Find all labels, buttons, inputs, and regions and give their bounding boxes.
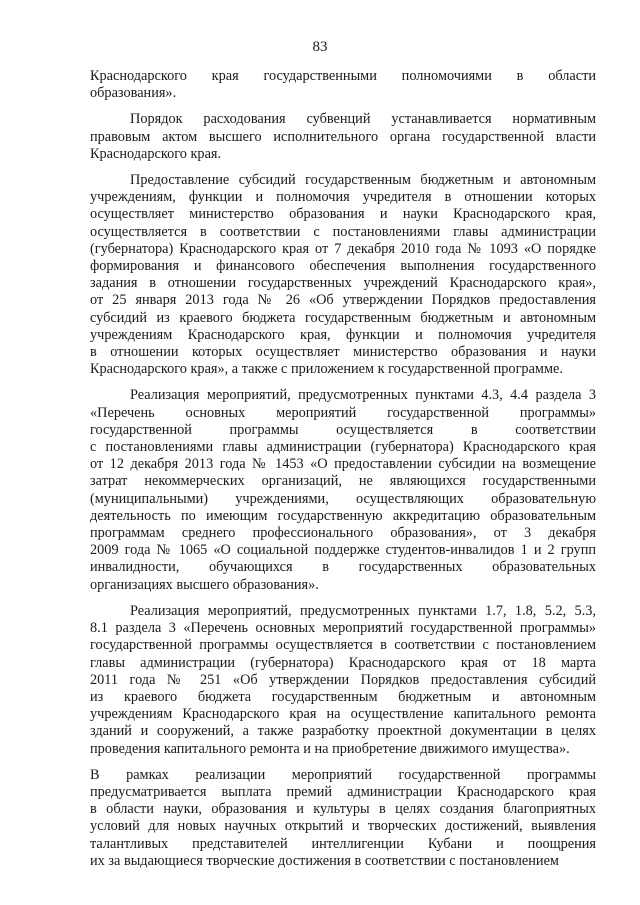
text-line: от 12 декабря 2013 года № 1453 «О предоставлении субсидии на возмещение [90,456,596,473]
text-line: Краснодарского края. [90,145,222,162]
text-line: Порядок расходования субвенций устанавливается нормативным [130,111,596,128]
paragraph [90,387,596,593]
text-line: организациях высшего образования». [90,576,319,593]
text-line: государственной программы осуществляется в соответствии с постановлением [90,637,596,654]
text-line: Предоставление субсидий государственным бюджетным и автономным [130,172,596,189]
text-line: условий для новых научных открытий и творческих достижений, выявления [90,818,596,835]
text-line: зданий и сооружений, а также разработку проектной документации в целях [90,723,596,740]
paragraph [90,172,596,378]
text-line: (губернатора) Краснодарского края от 7 декабря 2010 года № 1093 «О порядке [90,240,596,257]
text-line: учреждениям, функции и полномочия учредителя в отношении которых [90,189,596,206]
text-line: 2011 года № 251 «Об утверждении Порядков предоставления субсидий [90,671,596,688]
paragraph [90,68,596,102]
text-line: государственной программы осуществляется в соответствии [90,421,596,438]
text-line: правовым актом высшего исполнительного органа государственной власти [90,128,596,145]
text-line: программам среднего профессионального образования», от 3 декабря [90,525,596,542]
text-line: Краснодарского края государственными полномочиями в области [90,68,596,84]
text-line: осуществляет министерство образования и науки Краснодарского края, [90,206,596,223]
text-line: 8.1 раздела 3 «Перечень основных мероприятий государственной программы» [90,620,596,637]
text-line: из краевого бюджета государственным бюджетным и автономным [90,688,596,705]
text-line: проведения капитального ремонта и на приобретение движимого имущества». [90,740,570,757]
text-line: инвалидности, обучающихся в государственных образовательных [90,559,596,576]
text-line: формирования и финансового обеспечения выполнения государственного [90,258,596,275]
text-line: 2009 года № 1065 «О социальной поддержке студентов-инвалидов 1 и 2 групп [90,542,596,559]
text-line: учреждениям Краснодарского края, функции и полномочия учредителя [90,326,596,343]
page-number: 83 [312,39,328,55]
text-line: Реализация мероприятий, предусмотренных пунктами 4.3, 4.4 раздела 3 [130,387,596,404]
text-line: в области науки, образования и культуры в целях создания благоприятных [90,801,596,818]
text-line: главы администрации (губернатора) Краснодарского края от 18 марта [90,654,596,671]
text-line: (муниципальными) учреждениями, осуществляющих образовательную [90,490,596,507]
paragraph [90,603,596,758]
text-line: Реализация мероприятий, предусмотренных пунктами 1.7, 1.8, 5.2, 5.3, [130,602,596,619]
text-line: в отношении которых осуществляет министерство образования и науки [90,344,596,361]
text-line: предусматривается выплата премий администрации Краснодарского края [90,783,596,800]
document-body [90,68,596,879]
text-line: талантливых представителей интеллигенции Кубани и поощрения [90,835,596,852]
text-line: учреждениям Краснодарского края на осуществление капитального ремонта [90,706,596,723]
text-line: субсидий из краевого бюджета государственным бюджетным и автономным [90,309,596,326]
text-line: осуществляется в соответствии с постановлениями главы администрации [90,223,596,240]
text-line: «Перечень основных мероприятий государственной программы» [90,404,596,421]
text-line: от 25 января 2013 года № 26 «Об утверждении Порядков предоставления [90,292,596,309]
text-line: образования». [90,85,177,102]
text-line: задания в отношении государственных учреждений Краснодарского края», [90,275,596,292]
text-line: деятельность по имеющим государственную аккредитацию образовательным [90,507,596,524]
text-line: Краснодарского края», а также с приложением к государственной программе. [90,361,563,378]
text-line: В рамках реализации мероприятий государственной программы [90,766,596,783]
text-line: затрат некоммерческих организаций, не являющихся государственными [90,473,596,490]
text-line: с постановлениями главы администрации (губернатора) Краснодарского края [90,439,596,456]
paragraph [90,111,596,163]
paragraph [90,767,596,870]
text-line: их за выдающиеся творческие достижения в соответствии с постановлением [90,852,559,869]
